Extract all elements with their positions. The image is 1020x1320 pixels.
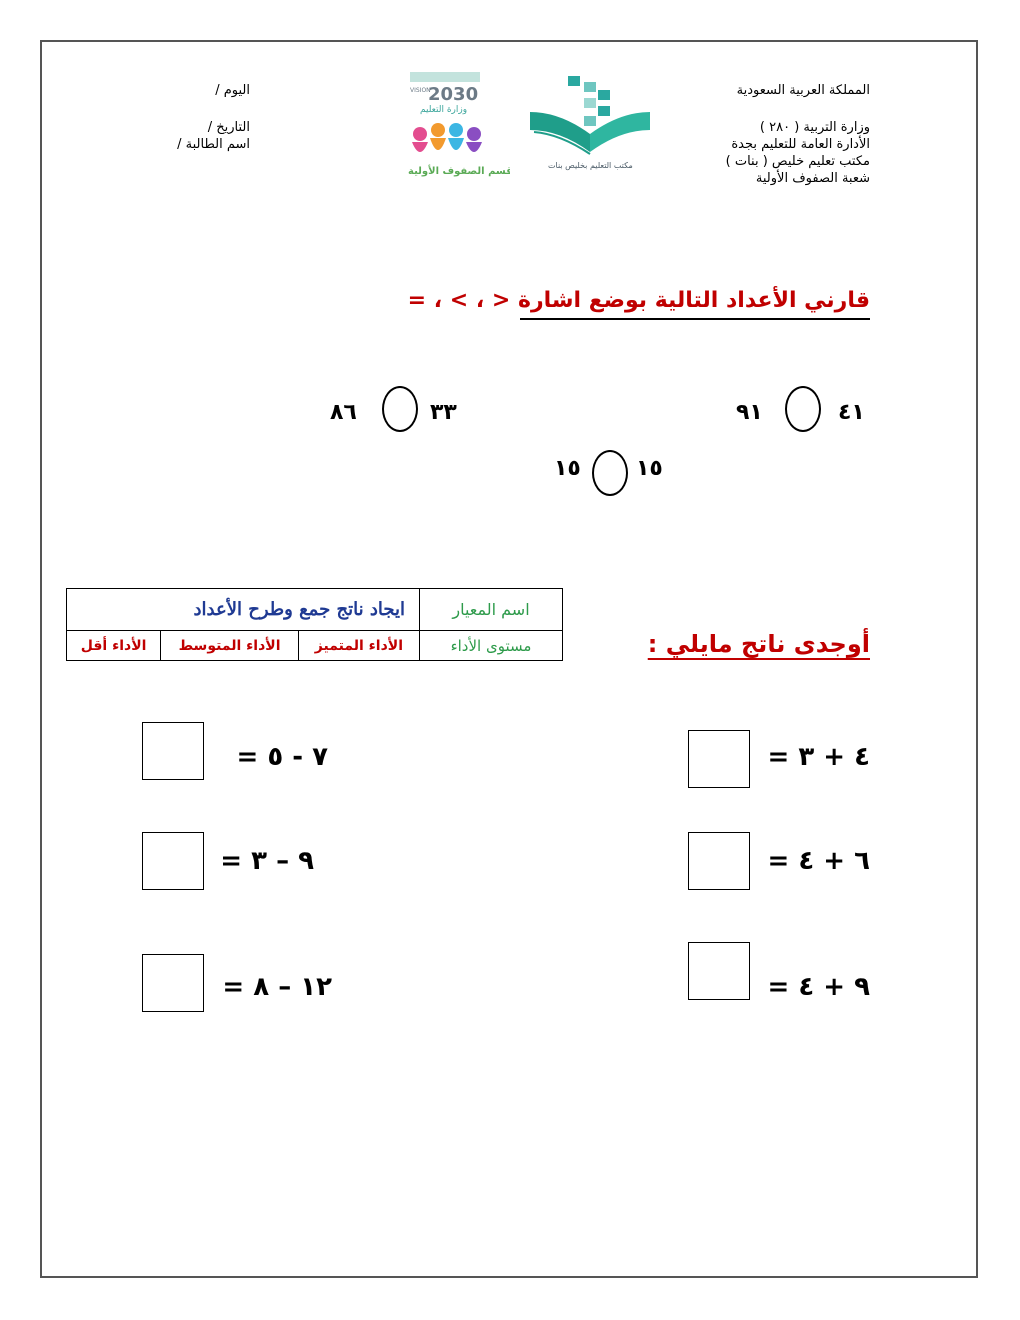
level-label: مستوى الأداء: [420, 631, 563, 661]
compare-item-3-circle[interactable]: [592, 450, 628, 496]
results-title-text: أوجدى ناتج مايلي :: [647, 630, 870, 658]
primary-grades-logo-text: قسم الصفوف الأولية: [408, 166, 510, 177]
level-low: الأداء أقل: [67, 631, 161, 661]
compare-item-2-right: ٨٦: [330, 400, 357, 425]
equation-left-2: ٩ – ٣ =: [220, 846, 314, 876]
results-title: [648, 630, 870, 658]
compare-title: [408, 288, 870, 313]
answer-box-left-2[interactable]: [142, 832, 204, 890]
student-name-label: اسم الطالبة /: [177, 137, 250, 152]
compare-item-1-circle[interactable]: [785, 386, 821, 432]
header-line-kingdom: المملكة العربية السعودية: [736, 83, 870, 98]
compare-item-3-left: ١٥: [636, 456, 663, 481]
compare-item-2-left: ٣٣: [430, 400, 457, 425]
equation-right-3: ٩ + ٤ =: [767, 972, 870, 1002]
criterion-label: اسم المعيار: [420, 589, 563, 631]
ministry-logo-text: وزارة التعليم: [420, 105, 468, 115]
compare-item-1-left: ٤١: [838, 400, 865, 425]
level-average: الأداء المتوسط: [161, 631, 299, 661]
date-label: التاريخ /: [207, 120, 250, 135]
header-student-block: [170, 82, 250, 153]
answer-box-right-3[interactable]: [688, 942, 750, 1000]
compare-title-text: قارني الأعداد التالية بوضع اشارة < ، > ، =: [407, 288, 870, 313]
answer-box-right-1[interactable]: [688, 730, 750, 788]
equation-left-1: ٧ - ٥ =: [236, 742, 328, 772]
day-label: اليوم /: [215, 83, 250, 98]
office-logo: [520, 72, 660, 172]
equation-left-3: ١٢ – ٨ =: [222, 972, 332, 1002]
answer-box-left-1[interactable]: [142, 722, 204, 780]
vision-logo-number: 2030: [428, 84, 479, 105]
header-line-office: مكتب تعليم خليص ( بنات ): [725, 154, 870, 169]
header-line-section: شعبة الصفوف الأولية: [755, 171, 870, 186]
compare-item-2-circle[interactable]: [382, 386, 418, 432]
rubric-table: [66, 588, 563, 661]
compare-title-underline: [520, 318, 870, 320]
criterion-value: ايجاد ناتج جمع وطرح الأعداد: [67, 589, 420, 631]
equation-right-2: ٦ + ٤ =: [767, 846, 870, 876]
equation-right-1: ٤ + ٣ =: [767, 742, 870, 772]
compare-item-3-right: ١٥: [554, 456, 581, 481]
header-line-administration: الأدارة العامة للتعليم بجدة: [731, 137, 870, 152]
vision-logo-small: VISION: [410, 87, 431, 94]
office-logo-text: مكتب التعليم بخليص بنات: [548, 161, 633, 170]
answer-box-left-3[interactable]: [142, 954, 204, 1012]
header-line-ministry: وزارة التربية ( ٢٨٠ ): [759, 120, 870, 135]
vision-ministry-logo: [380, 70, 510, 180]
compare-item-1-right: ٩١: [736, 400, 763, 425]
level-excellent: الأداء المتميز: [298, 631, 419, 661]
answer-box-right-2[interactable]: [688, 832, 750, 890]
